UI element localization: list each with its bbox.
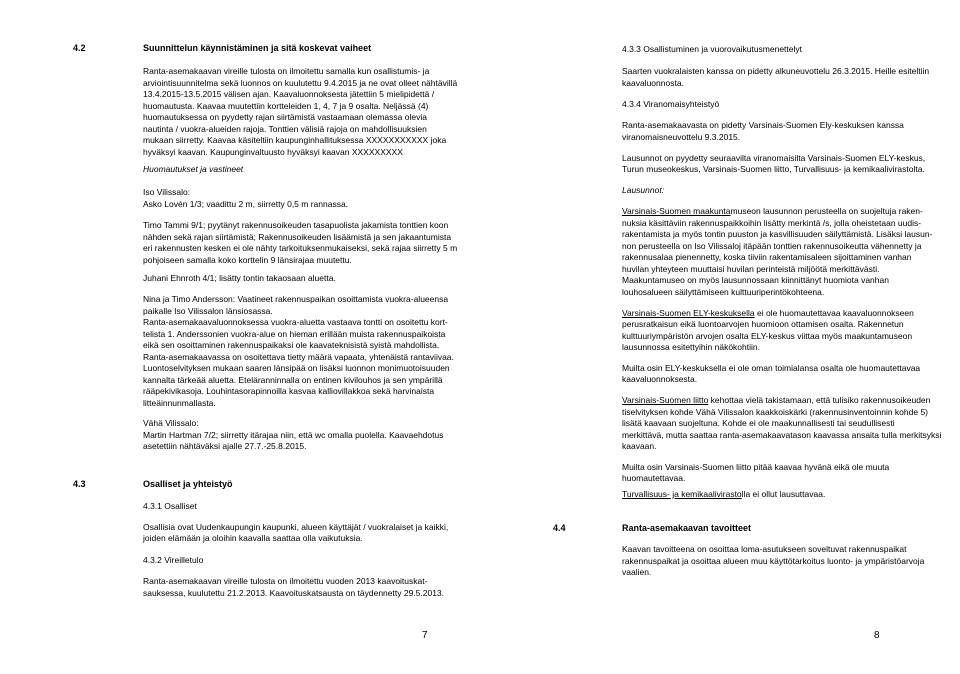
text-line: litteäinnunmallasta. <box>143 397 216 408</box>
text-line: sauksessa, kuulutettu 21.2.2013. Kaavoituskatsausta on täydennetty 29.5.2013. <box>143 587 445 598</box>
page-8 <box>480 0 960 674</box>
comments-heading: Huomautukset ja vastineet <box>143 164 244 174</box>
text-line: Juhani Ehnroth 4/1; lisätty tontin takaosaan aluetta. <box>143 273 336 283</box>
underlined-authority: Turvallisuus- ja kemikaalivirasto <box>622 489 742 499</box>
text-line: lisätä kaavaan suojeltuna. Kohde ei ole maakunnallisesti tai seudullisesti <box>622 418 895 428</box>
section-title-4-3: Osalliset ja yhteistyö <box>143 479 233 489</box>
text-line: viranomaisneuvottelu 9.3.2015. <box>622 131 741 142</box>
text-line: huvilan yhteyteen muuttaisi huvilan perinteistä miljöötä merkittävästi. <box>622 263 880 274</box>
section-title-4-4: Ranta-asemakaavan tavoitteet <box>622 523 752 533</box>
text-line: non perusteella on Iso Vilissaloj itäpään tonttien rakennusoikeutta vähennetty ja <box>622 240 922 251</box>
text-line: Luontoselvityksen mukaan saaren länsipää on lisäksi luonnon monimuotoisuuden <box>143 363 450 373</box>
text-line <box>622 308 914 319</box>
text-run: museon lausunnon perusteella on suojeltuja raken- <box>730 206 923 216</box>
subsection-4-3-3: 4.3.3 Osallistuminen ja vuorovaikutusmenettelyt <box>622 44 803 54</box>
text-line: louhosalueen säilyttämiseen kulttuuriperintökohteena. <box>622 286 825 297</box>
text-line: Ranta-asemakaavasta on pidetty Varsinais-Suomen Ely-keskuksen kanssa <box>622 120 904 130</box>
text-line: huomautuksessa on pyydetty rajan siirtämistä vastaamaan olemassa olevia <box>143 112 427 122</box>
text-line: Turun museokeskus, Varsinais-Suomen liitto, Turvallisuus- ja kemikaalivirastolta. <box>622 164 925 174</box>
text-line: 13.4.2015-13.5.2015 välisen ajan. Kaavaluonnoksesta jätettiin 5 mielipidettä / <box>143 89 435 99</box>
text-line: Nina ja Timo Andersson: Vaatineet rakennuspaikan osoittamista vuokra-alueensa <box>143 294 449 304</box>
text-line: Muilta osin ELY-keskuksella ei ole oman toimialansa osalta ole huomautettavaa <box>622 362 921 373</box>
text-line: kaavaan. <box>622 441 657 451</box>
text-line: Timo Tammi 9/1; pyytänyt rakennusoikeuden tasapuolista jakamista tonttien koon <box>143 220 449 230</box>
vaha-vilissalo-heading: Vähä Vilissalo: <box>143 418 199 428</box>
subsection-4-3-2: 4.3.2 Vireilletulo <box>143 555 204 565</box>
text-line: eikä sen osoittaminen rakennuspaikaksi ole kaavateknisistä syistä mahdollista. <box>143 340 440 350</box>
text-line: huomautettavaa. <box>622 473 686 483</box>
text-line: tiselvityksen kohde Vähä Vilissalon kaakkoiskärki (rakennusinventoinnin kohde 5) <box>622 406 929 417</box>
section-title-4-2: Suunnittelun käynnistäminen ja sitä koskevat vaiheet <box>143 43 372 53</box>
text-line: nähden sekä rajan siirtämistä; Rakennusoikeuden lisäämistä ja sen jakaantumista <box>143 231 452 242</box>
text-run: ei ole huomautettavaa kaavaluonnokseen <box>754 307 914 318</box>
text-line: Ranta-asemakaavaluonnoksessa vuokra-aluetta vastaava tontti on osoitettu kort- <box>143 317 448 327</box>
text-line: Kaavan tavoitteena on osoittaa loma-asutukseen soveltuvat rakennuspaikat <box>622 544 907 554</box>
text-line: nuksia käsittäviin rakennuspaikkoihin lisätty merkintä /s, jolla oheistetaan uudis- <box>622 217 922 228</box>
text-line <box>622 489 825 500</box>
text-line: mukaan siirretty. Kaavaa käsiteltiin kaupunginhallituksessa XXXXXXXXXXX joka <box>143 135 447 145</box>
text-line: Saarten vuokralaisten kanssa on pidetty alkuneuvottelu 26.3.2015. Heille esiteltiin <box>622 66 930 76</box>
text-line: Osallisia ovat Uudenkaupungin kaupunki, alueen käyttäjät / vuokralaiset ja kaikki, <box>143 521 449 532</box>
text-line: pohjoiseen samalla koko korttelin 9 länsirajaa muutettu. <box>143 254 352 265</box>
text-line: Lausunnot on pyydetty seuraavilta viranomaisilta Varsinais-Suomen ELY-keskus, <box>622 152 926 163</box>
text-line: asetettiin nähtäväksi ajalle 27.7.-25.8.2015. <box>143 441 307 451</box>
text-line: merkittävä, mutta saattaa ranta-asemakaavatason kaavassa ansaita tulla merkitsyksi <box>622 429 942 440</box>
subsection-4-3-1: 4.3.1 Osalliset <box>143 501 197 511</box>
section-number-4-2: 4.2 <box>73 43 86 53</box>
text-line: hyväksyi kaavan. Kaupunginvaltuusto hyväksyi kaavan XXXXXXXXX <box>143 146 403 157</box>
text-line: nautinta / vuokra-alueiden rajoja. Tonttien välisiä rajoja on mahdollisuuksien <box>143 123 427 134</box>
text-line <box>622 206 923 217</box>
underlined-authority: Varsinais-Suomen maakunta <box>622 206 731 216</box>
text-line: perusratkaisun eikä luontoarvojen huomioon ottamisen osalta. Rakennetun <box>622 319 904 329</box>
text-line: Ranta-asemakaavan vireille tulosta on ilmoitettu vuoden 2013 kaavoituskat- <box>143 576 428 586</box>
text-line: kaavaluonnosta. <box>622 77 684 88</box>
text-line: kulttuuriympäristön arvojen osalta ELY-keskus viittaa myös maakuntamuseon <box>622 330 913 341</box>
text-line: Maakuntamuseo on myös lausunnossaan kiinnittänyt huomiota vanhan <box>622 275 889 285</box>
statements-heading: Lausunnot: <box>622 185 665 195</box>
text-line: Martin Hartman 7/2; siirretty itärajaa niin, että wc omalla puolella. Kaavaehdotus <box>143 429 444 440</box>
text-run: kehottaa vielä takistamaan, että tulisiko rakennusoikeuden <box>708 395 931 405</box>
subsection-4-3-4: 4.3.4 Viranomaisyhteistyö <box>622 99 720 109</box>
text-line <box>622 395 930 406</box>
text-line: huomautusta. Kaavaa muutettiin kortteleiden 1, 4, 7 ja 9 osalta. Neljässä (4) <box>143 100 429 111</box>
text-line: joiden elämään ja oloihin kaavalla saattaa olla vaikutuksia. <box>143 533 363 543</box>
text-line: Asko Lovén 1/3; vaadittu 2 m, siirretty 0,5 m rannassa. <box>143 198 349 209</box>
text-line: arviointisuunnitelma sekä luonnos on kuulutettu 9.4.2015 ja ne ovat olleet nähtävillä <box>143 77 458 88</box>
text-line: eri rakennusten kesken ei ole nähty tarkoituksenmukaiseksi, sekä rajaa siirretty 5 m <box>143 243 458 253</box>
text-line: rakentamista ja myös tontin puuston ja kasvillisuuden säilyttämistä. Lisäksi lausun- <box>622 229 933 239</box>
text-line: kannalta tärkeää aluetta. Eteläranninnalla on entinen kivilouhos ja sen ympärillä <box>143 374 443 385</box>
text-line: vaalien. <box>622 567 652 577</box>
text-line: paikalle Iso Vilissalon länsiosassa. <box>143 305 273 316</box>
text-line: lausunnossa esitettyihin näkökohtiin. <box>622 342 760 352</box>
text-run: lla ei ollut lausuttavaa. <box>741 489 826 499</box>
text-line: Ranta-asemakaavan vireille tulosta on ilmoitettu samalla kun osallistumis- ja <box>143 66 430 76</box>
text-line: rääpekivikasoja. Louhintasorapinnoilla kasvaa kalliovillakkoa sekä harvinaista <box>143 386 435 396</box>
text-line: rakennusalaa pienennetty, koska tiiviin rakentamisaleen sijoittaminen vanhan <box>622 252 912 262</box>
section-number-4-3: 4.3 <box>73 479 86 489</box>
text-line: rakennuspaikat ja osoittaa alueen muu käyttötarkoitus luonto- ja ympäristöarvoja <box>622 555 925 566</box>
underlined-authority: Varsinais-Suomen liitto <box>622 395 709 405</box>
page-number: 7 <box>422 630 428 641</box>
section-number-4-4: 4.4 <box>553 523 566 533</box>
text-line: Ranta-asemakaavassa on osoitettava tietty määrä vapaata, yhtenäistä rantaviivaa. <box>143 351 454 362</box>
page-number: 8 <box>874 630 880 641</box>
text-line: Muilta osin Varsinais-Suomen liitto pitää kaavaa hyvänä eikä ole muuta <box>622 461 890 472</box>
iso-vilissalo-heading: Iso Vilissalo: <box>143 187 191 197</box>
text-line: telista 1. Anderssonien vuokra-alue on hieman erillään muista rakennuspaikoista <box>143 328 446 339</box>
underlined-authority: Varsinais-Suomen ELY-keskuksella <box>622 307 755 318</box>
text-line: kaavaluonnoksesta. <box>622 374 698 384</box>
